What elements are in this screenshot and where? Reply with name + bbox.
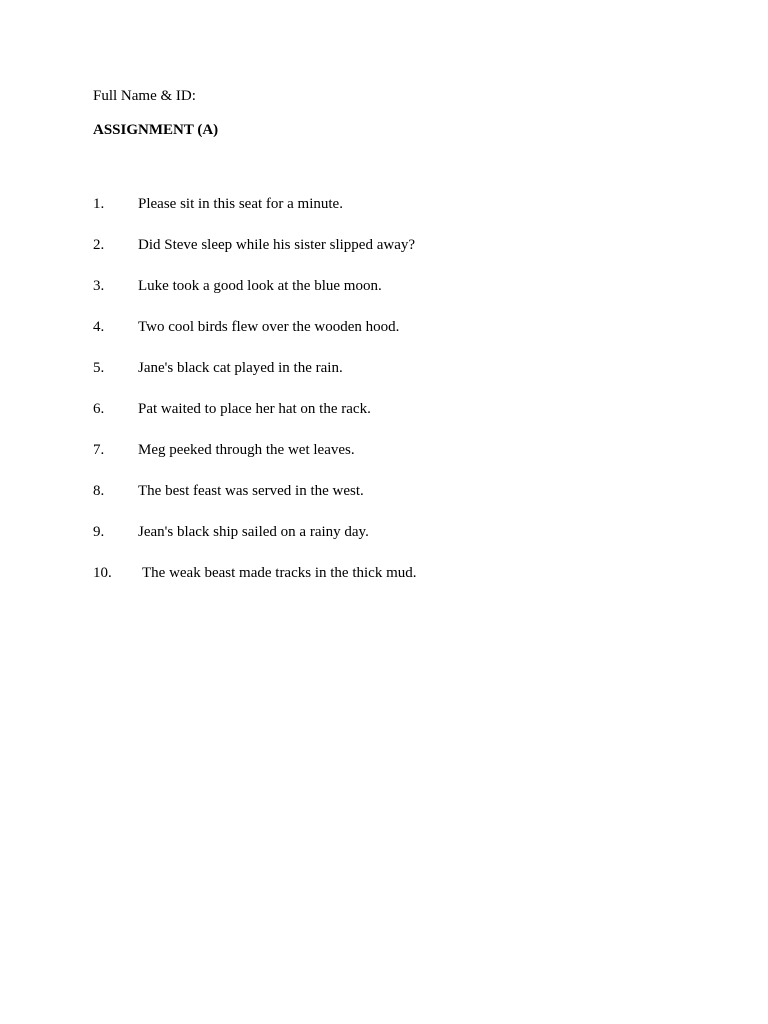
item-number: 8. [93,483,105,499]
item-sentence: Two cool birds flew over the wooden hood. [138,319,400,335]
full-name-id-label: Full Name & ID: [93,88,196,104]
item-number: 4. [93,319,105,335]
item-sentence: Pat waited to place her hat on the rack. [138,401,371,417]
item-sentence: Please sit in this seat for a minute. [138,196,343,212]
assignment-title: ASSIGNMENT (A) [93,122,219,138]
item-sentence: Meg peeked through the wet leaves. [138,442,355,458]
item-sentence: The weak beast made tracks in the thick mud. [142,565,417,581]
item-sentence: Jean's black ship sailed on a rainy day. [138,524,369,540]
item-number: 3. [93,278,105,294]
item-number: 6. [93,401,105,417]
item-number: 1. [93,196,105,212]
item-sentence: Jane's black cat played in the rain. [138,360,343,376]
item-sentence: The best feast was served in the west. [138,483,364,499]
item-number: 9. [93,524,105,540]
item-number: 5. [93,360,105,376]
item-number: 2. [93,237,105,253]
item-sentence: Did Steve sleep while his sister slipped away? [138,237,416,253]
item-number: 10. [93,565,112,581]
item-sentence: Luke took a good look at the blue moon. [138,278,382,294]
item-number: 7. [93,442,105,458]
